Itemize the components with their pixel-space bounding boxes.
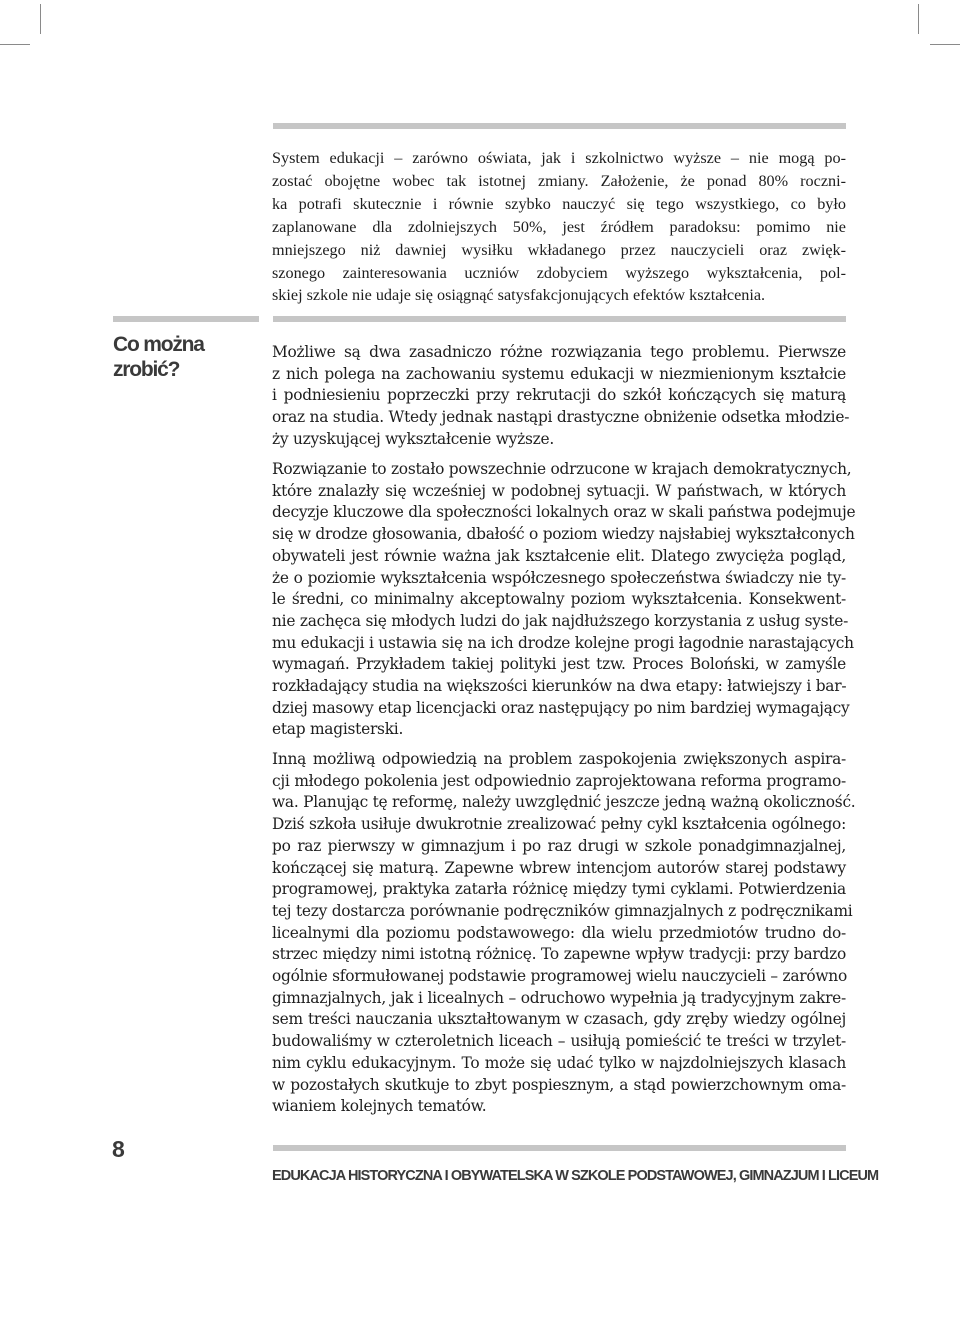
side-heading (113, 332, 233, 382)
running-footer: EDUKACJA HISTORYCZNA I OBYWATELSKA W SZKOLE PODSTAWOWEJ, GIMNAZJUM I LICEUM (272, 1168, 879, 1184)
text-line: ogólnie sformułowanej podstawie programowej wielu nauczycieli – zarówno (272, 967, 847, 986)
text-line: dziej masowy etap licencjacki oraz następujący po nim bardziej wymagający (272, 698, 850, 717)
side-heading-line: zrobić? (113, 358, 180, 381)
body-paragraph (272, 749, 856, 1118)
text-line: sem treści nauczania ukształtowanym w czasach, gdy zręby wiedzy ogólnej (272, 1010, 846, 1029)
text-line: z nich polega na zachowaniu systemu edukacji w niezmienionym kształcie (272, 364, 846, 383)
text-line: że o poziomie wykształcenia współczesnego społeczeństwa świadczy nie ty- (272, 568, 846, 587)
text-line: le średni, co minimalny akceptowalny poziom wykształcenia. Konsekwent- (272, 590, 846, 609)
text-line: decyzje kluczowe dla społeczności lokalnych oraz w skali państwa podejmuje (272, 503, 856, 522)
text-line: i podniesieniu poprzeczki przy rekrutacji do szkół kończących się maturą (272, 386, 846, 405)
text-line: licealnymi dla poziomu podstawowego: dla wielu przedmiotów trudno do- (272, 923, 846, 942)
text-line: nie zachęca się młodych ludzi do jak najdłuższego korzystania z usług syste- (272, 611, 849, 630)
text-line: zostać obojętne wobec tak istotnej zmiany. Założenie, że ponad 80% roczni- (272, 171, 846, 190)
text-line: Możliwe są dwa zasadniczo różne rozwiązania tego problemu. Pierwsze (272, 343, 846, 361)
text-line: zaplanowane dla zdolniejszych 50%, jest źródłem paradoksu: pomimo nie (272, 217, 846, 236)
footer-rule (273, 1145, 846, 1151)
text-line: ży uzyskującej wykształcenie wyższe. (272, 429, 554, 448)
text-line: Dziś szkoła usiłuje dwukrotnie zrealizować pełny cykl kształcenia ogólnego: (272, 815, 846, 834)
page-number: 8 (112, 1136, 124, 1162)
text-line: gimnazjalnych, jak i licealnych – odruchowo wypełnia ją tradycyjnym zakre- (272, 988, 846, 1007)
text-line: mu edukacji i ustawia się na ich drodze kolejne progi łagodnie narastających (272, 633, 854, 652)
text-line: tej tezy dostarcza porównanie podręczników gimnazjalnych z podręcznikami (272, 901, 853, 920)
text-line: skiej szkole nie udaje się osiągnąć satysfakcjonujących efektów kształcenia. (272, 286, 766, 305)
crop-mark (0, 44, 30, 45)
text-line: w pozostałych skutkuje to zbyt pospiesznym, a stąd powierzchownym oma- (272, 1075, 846, 1094)
text-line: nim cyklu edukacyjnym. To może się udać tylko w najzdolniejszych klasach (272, 1053, 846, 1072)
text-line: ka potrafi skutecznie i równie szybko nauczyć się tego wszystkiego, co było (272, 194, 846, 213)
text-line: kończącej się maturą. Zapewne wbrew intencjom autorów starej podstawy (272, 858, 846, 877)
text-line: cji młodego pokolenia jest odpowiednio zaprojektowana reforma programo- (272, 771, 846, 790)
text-line: wianiem kolejnych tematów. (272, 1097, 487, 1116)
text-line: szonego zainteresowania uczniów zdobyciem wyższego wykształcenia, pol- (272, 263, 846, 282)
crop-mark (930, 44, 960, 45)
text-line: mniejszego niż dawniej wysiłku wkładanego przez nauczycieli oraz zwięk- (272, 240, 846, 259)
text-line: etap magisterski. (272, 720, 404, 739)
crop-mark (40, 4, 41, 34)
text-line: wymagań. Przykładem takiej polityki jest tzw. Proces Boloński, w zamyśle (272, 655, 846, 674)
side-rule (113, 316, 259, 322)
text-line: strzec między nimi istotną różnicę. To zapewne wpływ tradycji: przy bardzo (272, 945, 846, 964)
text-line: obywateli jest równie ważna jak kształcenie elit. Dlatego zwycięża pogląd, (272, 546, 846, 565)
body-paragraph (272, 459, 856, 741)
text-line: budowaliśmy w czteroletnich liceach – usiłują pomieścić te treści w trzylet- (272, 1032, 846, 1051)
text-line: Inną możliwą odpowiedzią na problem zaspokojenia zwiększonych aspira- (272, 750, 846, 768)
intro-paragraph (272, 147, 846, 307)
text-line: Rozwiązanie to zostało powszechnie odrzucone w krajach demokratycznych, (272, 460, 852, 478)
text-line: oraz na studia. Wtedy jednak nastąpi drastyczne obniżenie odsetka młodzie- (272, 408, 850, 427)
text-line: rozkładający studia na większości kierunków na dwa etapy: łatwiejszy i bar- (272, 677, 847, 696)
text-line: programowej, praktyka zatarła różnicę między tymi cyklami. Potwierdzenia (272, 880, 846, 899)
text-line: się w drodze głosowania, dbałość o poziom wiedzy najsłabiej wykształconych (272, 525, 855, 544)
body-paragraph (272, 342, 850, 451)
text-line: po raz pierwszy w gimnazjum i po raz drugi w szkole ponadgimnazjalnej, (272, 836, 846, 855)
text-line: System edukacji – zarówno oświata, jak i szkolnictwo wyższe – nie mogą po- (272, 149, 846, 167)
side-heading-line: Co można (113, 333, 204, 356)
top-rule (273, 123, 846, 129)
text-line: wa. Planując tę reformę, należy uwzględnić jeszcze jedną ważną okoliczność. (272, 793, 856, 812)
section-rule (273, 316, 846, 322)
crop-mark (918, 4, 919, 34)
text-line: które znalazły się wcześniej w podobnej sytuacji. W państwach, w których (272, 481, 846, 500)
